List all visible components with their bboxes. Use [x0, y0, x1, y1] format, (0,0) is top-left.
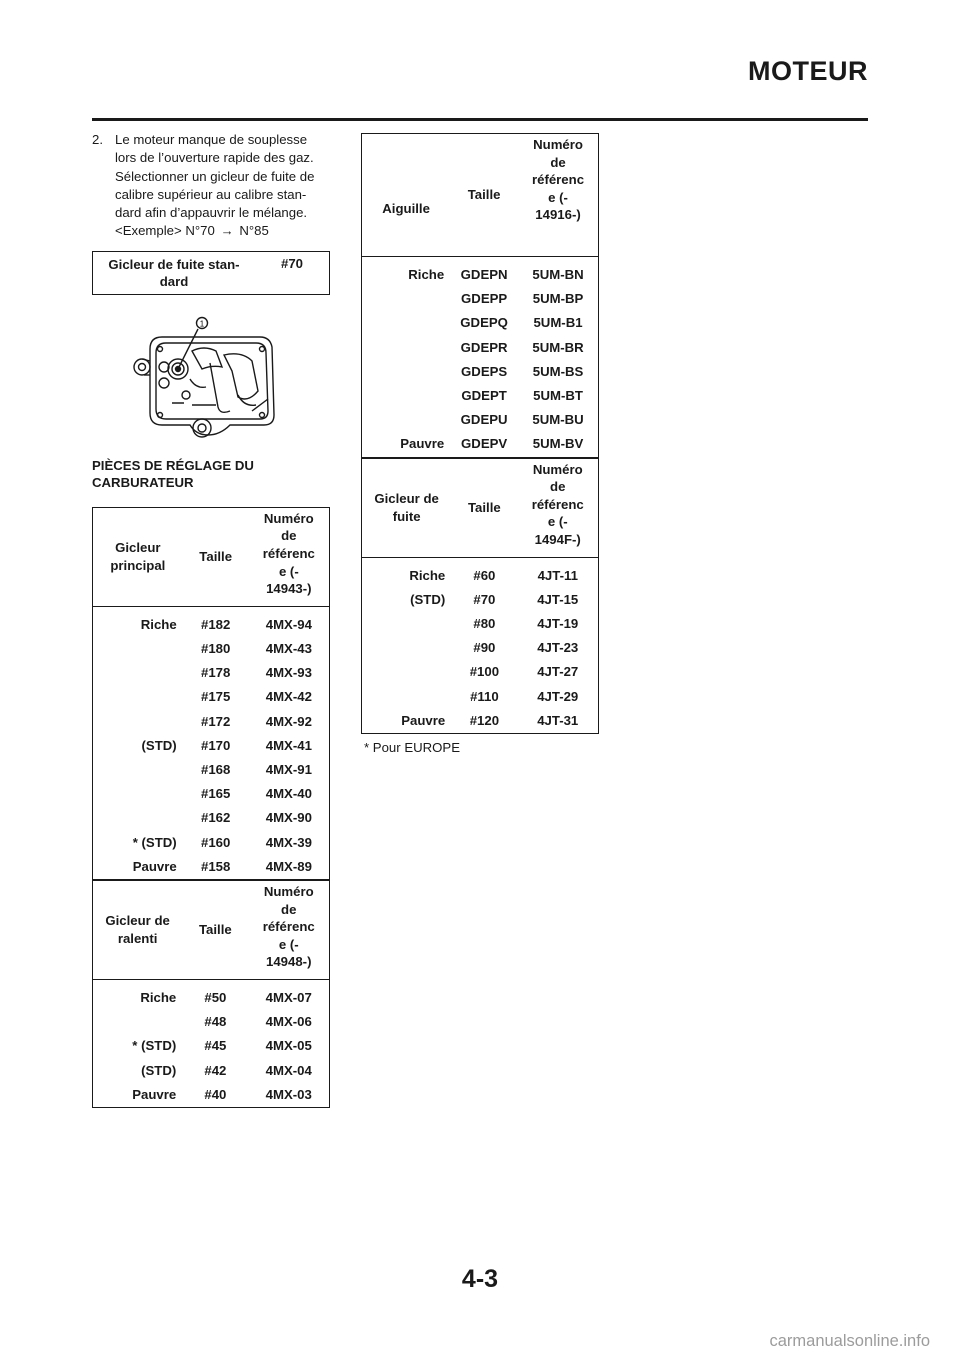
header-needle: Aiguille: [362, 134, 451, 257]
cell-part: 5UM-B1: [533, 315, 583, 331]
std-value: #70: [280, 255, 303, 271]
header-text: fuite: [392, 508, 421, 524]
cell-level: (STD): [141, 737, 177, 753]
header-text: Gicleur de: [105, 913, 170, 929]
table-row: [93, 782, 330, 806]
cell-level: [93, 782, 183, 806]
needle-header-row: [362, 134, 599, 257]
header-main-jet: [93, 507, 183, 606]
header-size: Taille: [182, 881, 248, 980]
table-row: [93, 1083, 330, 1108]
cell-size: #80: [473, 616, 496, 632]
cell-size: #160: [201, 834, 231, 850]
table-row: [362, 336, 599, 360]
std-label-line: dard: [159, 273, 189, 289]
cell-part: 4JT-19: [537, 616, 579, 632]
header-part-number: [517, 458, 598, 557]
header-text: référenc: [531, 172, 585, 188]
cell-size: #42: [204, 1062, 227, 1078]
header-text: e (-: [548, 189, 568, 205]
page-header-title: MOTEUR: [748, 56, 868, 86]
header-text: principal: [110, 557, 166, 573]
header-pilot-jet: [93, 881, 183, 980]
step-line: Le moteur manque de souplesse: [115, 132, 308, 147]
table-row: [362, 588, 599, 612]
cell-part: 4MX-93: [265, 665, 312, 681]
cell-level: (STD): [141, 1062, 177, 1078]
header-text: e (-: [547, 514, 568, 530]
header-text: de: [281, 901, 297, 917]
cell-size: GDEPT: [461, 388, 507, 404]
table-row: [362, 557, 599, 588]
leak-jet-header-row: [362, 458, 599, 557]
cell-part: 5UM-BR: [532, 339, 584, 355]
cell-level: Riche: [140, 616, 177, 632]
table-row: [362, 287, 599, 311]
cell-size: #90: [473, 640, 496, 656]
header-text: Numéro: [533, 137, 583, 152]
cell-part: 4JT-15: [537, 591, 579, 607]
cell-level: [362, 685, 452, 709]
cell-size: #182: [201, 616, 231, 632]
example-prefix: <Exemple> N°70: [115, 223, 215, 239]
table-row: [362, 384, 599, 408]
cell-level: [93, 758, 183, 782]
arrow-right-icon: →: [220, 223, 234, 239]
cell-size: #178: [201, 665, 231, 681]
cell-level: Pauvre: [132, 858, 177, 874]
cell-size: #40: [204, 1086, 227, 1102]
cell-part: 5UM-BS: [532, 363, 584, 379]
carburetor-illustration: [92, 307, 330, 447]
table-row: [362, 660, 599, 684]
table-row: [362, 360, 599, 384]
header-text: référenc: [531, 496, 584, 512]
std-label-cell: [93, 251, 256, 294]
cell-size: #120: [469, 712, 500, 728]
cell-size: GDEPQ: [460, 315, 508, 331]
table-row: [93, 685, 330, 709]
left-column: [92, 131, 330, 1108]
cell-part: 5UM-BT: [533, 388, 583, 404]
procedure-step: [92, 131, 330, 241]
table-row: [362, 709, 599, 734]
step-line: Sélectionner un gicleur de fuite de: [115, 168, 315, 184]
header-text: 14948-): [266, 954, 312, 970]
cell-part: 4MX-91: [265, 762, 312, 777]
header-text: de: [281, 528, 297, 544]
table-row: [362, 685, 599, 709]
header-text: 14943-): [266, 581, 312, 597]
table-row: [93, 831, 330, 855]
table-row: [93, 637, 330, 661]
table-row: [93, 758, 330, 782]
cell-level: [362, 384, 451, 408]
cell-size: #180: [201, 640, 231, 656]
cell-part: 4MX-40: [265, 786, 312, 802]
cell-part: 4MX-89: [265, 858, 312, 874]
cell-level: [362, 287, 451, 311]
cell-part: 4MX-92: [265, 713, 312, 729]
header-text: de: [550, 479, 566, 495]
table-row: [93, 855, 330, 880]
cell-size: #45: [204, 1038, 227, 1054]
table-row: [93, 1034, 330, 1058]
example-suffix: N°85: [239, 223, 269, 239]
page-number: 4-3: [461, 1265, 499, 1293]
cell-level: Pauvre: [400, 436, 445, 452]
cell-level: [93, 710, 183, 734]
cell-size: #170: [201, 737, 231, 753]
cell-level: [93, 685, 183, 709]
table-row: [93, 806, 330, 830]
header-text: Gicleur de: [374, 491, 439, 507]
table-row: [93, 734, 330, 758]
cell-level: Riche: [140, 990, 177, 1006]
cell-part: 4MX-43: [265, 640, 312, 656]
header-text: Gicleur: [115, 540, 161, 556]
table-row: [93, 661, 330, 685]
cell-part: 4JT-29: [537, 688, 579, 704]
header-text: 14916-): [535, 207, 581, 223]
cell-size: GDEPU: [460, 412, 508, 428]
main-jet-header-row: [93, 507, 330, 606]
header-size: Taille: [450, 134, 518, 257]
step-text: [115, 131, 330, 241]
cell-size: #165: [201, 786, 231, 802]
cell-level: [362, 612, 452, 636]
cell-size: #175: [201, 689, 231, 705]
cell-size: #60: [473, 567, 496, 583]
step-number: 2.: [92, 132, 103, 147]
cell-size: #70: [473, 591, 496, 607]
cell-part: 4MX-39: [265, 834, 312, 850]
cell-size: #168: [201, 762, 231, 777]
cell-size: GDEPP: [461, 291, 508, 307]
cell-part: 5UM-BP: [532, 291, 584, 307]
cell-part: 4MX-03: [265, 1086, 312, 1102]
cell-level: Pauvre: [132, 1086, 177, 1102]
cell-part: 5UM-BV: [532, 436, 584, 452]
cell-part: 4MX-41: [265, 737, 312, 753]
callout-number: 1: [199, 319, 205, 329]
cell-level: * (STD): [132, 834, 177, 850]
cell-level: Riche: [409, 567, 446, 583]
std-label-line: Gicleur de fuite stan-: [108, 256, 240, 272]
cell-part: 4MX-07: [265, 990, 312, 1006]
table-row: [93, 980, 330, 1011]
cell-part: 4JT-11: [537, 567, 578, 583]
cell-part: 4MX-42: [265, 689, 312, 705]
cell-size: #162: [201, 810, 231, 826]
cell-size: #48: [204, 1014, 227, 1030]
cell-level: [362, 336, 451, 360]
header-text: e (-: [278, 563, 299, 579]
header-text: Numéro: [263, 510, 314, 526]
header-rule: [92, 118, 868, 121]
pilot-jet-header-row: [93, 881, 330, 980]
cell-part: 4MX-04: [265, 1062, 312, 1078]
step-line: dard afin d’appauvrir le mélange.: [115, 205, 308, 221]
cell-level: [362, 311, 451, 335]
cell-size: #158: [201, 858, 231, 874]
header-part-number: [518, 134, 598, 257]
cell-size: #110: [470, 688, 499, 704]
header-part-number: [249, 507, 330, 606]
header-text: ralenti: [117, 931, 158, 947]
cell-level: [362, 636, 452, 660]
table-row: [362, 311, 599, 335]
cell-size: GDEPN: [460, 267, 508, 282]
watermark-link[interactable]: carmanualsonline.info: [769, 1332, 930, 1350]
cell-part: 5UM-BU: [532, 412, 584, 428]
cell-part: 4MX-05: [265, 1038, 312, 1054]
table-row: [362, 636, 599, 660]
header-size: Taille: [451, 458, 517, 557]
table-row: [362, 432, 599, 457]
right-column: [361, 133, 599, 755]
section-heading: [92, 457, 330, 491]
cell-level: * (STD): [132, 1038, 177, 1054]
cell-size: GDEPR: [460, 339, 508, 355]
header-text: 1494F-): [534, 532, 581, 547]
header-text: référenc: [262, 919, 315, 935]
footnote: * Pour EUROPE: [364, 740, 461, 756]
pilot-jet-table: [92, 880, 330, 1108]
table-row: [93, 710, 330, 734]
cell-level: [93, 1010, 183, 1034]
table-row: [362, 408, 599, 432]
header-part-number: [248, 881, 329, 980]
cell-level: Riche: [408, 267, 445, 282]
heading-line: CARBURATEUR: [92, 474, 194, 490]
heading-line: PIÈCES DE RÉGLAGE DU: [92, 457, 254, 473]
header-text: référenc: [262, 545, 315, 561]
cell-part: 4MX-06: [265, 1014, 312, 1030]
standard-leak-jet-table: [92, 251, 330, 295]
cell-level: [93, 661, 183, 685]
cell-level: [362, 660, 452, 684]
cell-size: #172: [201, 713, 231, 729]
needle-table: [361, 133, 599, 458]
cell-part: 4MX-90: [265, 810, 312, 826]
header-text: Numéro: [532, 461, 583, 477]
cell-part: 4JT-23: [537, 640, 579, 656]
header-text: de: [550, 154, 566, 170]
table-row: [362, 612, 599, 636]
cell-part: 4MX-94: [265, 616, 312, 632]
header-leak-jet: [362, 458, 452, 557]
cell-size: #100: [469, 664, 500, 680]
step-example: [115, 222, 330, 240]
cell-part: 4JT-27: [537, 664, 579, 680]
cell-part: 4JT-31: [537, 712, 579, 728]
cell-level: [93, 637, 183, 661]
leak-jet-table: [361, 458, 599, 734]
table-row: [93, 1010, 330, 1034]
header-size: Taille: [183, 507, 249, 606]
cell-size: GDEPS: [461, 363, 508, 379]
table-row: [93, 1059, 330, 1083]
cell-size: #50: [204, 990, 227, 1006]
cell-size: GDEPV: [461, 436, 508, 452]
main-jet-table: [92, 507, 330, 880]
header-text: e (-: [278, 936, 299, 952]
cell-level: [93, 806, 183, 830]
cell-level: [362, 408, 451, 432]
cell-level: [362, 360, 451, 384]
cell-level: (STD): [410, 591, 446, 607]
table-row: [93, 606, 330, 637]
table-row: [362, 257, 599, 288]
cell-part: 5UM-BN: [532, 267, 584, 282]
header-text: Numéro: [263, 884, 314, 900]
step-line: calibre supérieur au calibre stan-: [115, 186, 307, 202]
cell-level: Pauvre: [401, 712, 446, 728]
step-line: lors de l’ouverture rapide des gaz.: [115, 150, 314, 166]
